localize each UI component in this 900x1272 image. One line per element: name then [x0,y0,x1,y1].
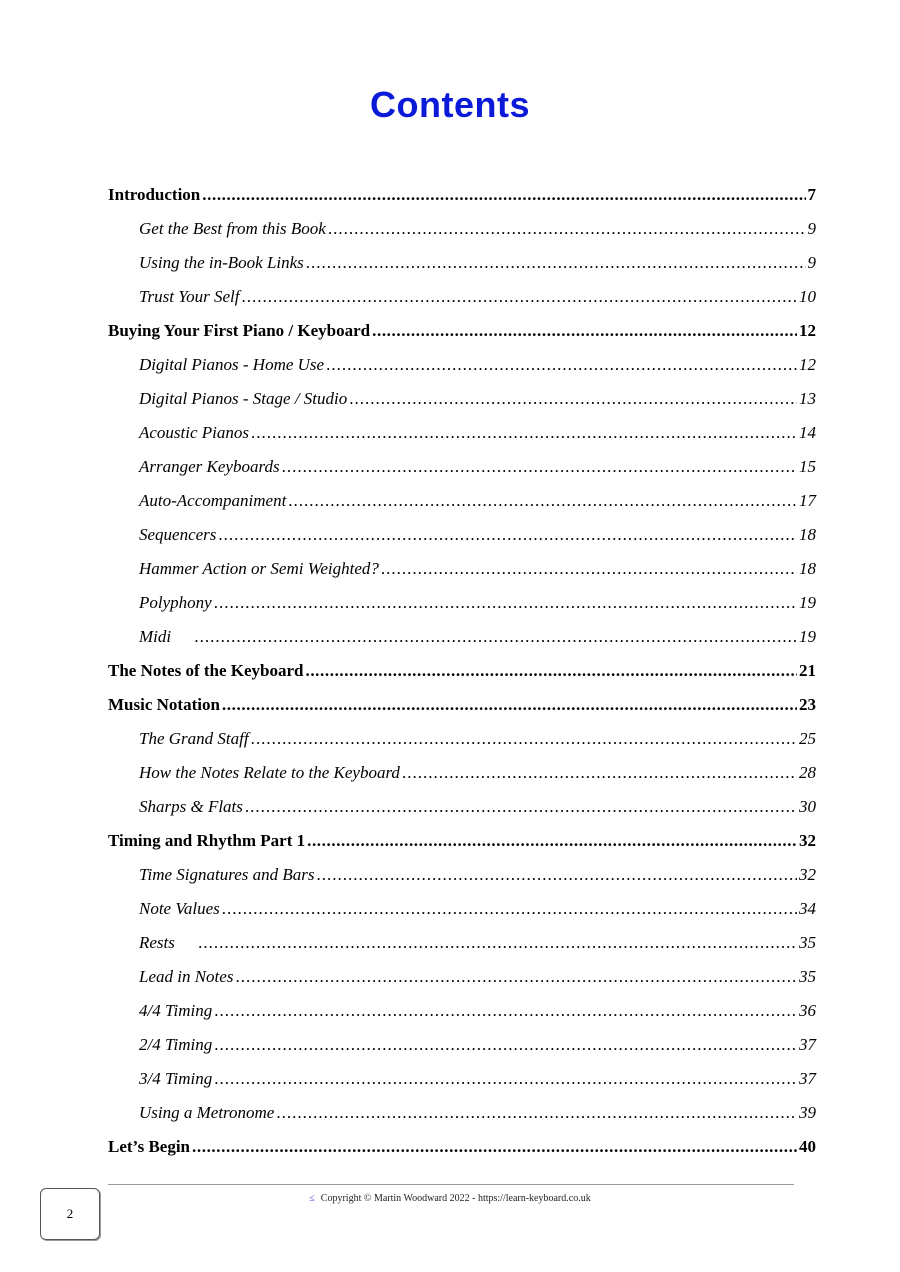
toc-entry-label: Midi [139,627,193,646]
toc-entry-label: Hammer Action or Semi Weighted? [139,559,379,578]
toc-entry-page: 37 [799,1069,816,1088]
toc-entry-label: Sharps & Flats [139,797,243,816]
toc-entry-label: Acoustic Pianos [139,423,250,442]
toc-section-link[interactable] [108,484,816,518]
toc-entry-label: Sequencers [139,525,217,544]
footer-divider [108,1184,794,1185]
toc-entry-label: Digital Pianos - Home Use [139,355,325,374]
toc-entry-page: 17 [799,491,816,510]
toc-section-link[interactable] [108,518,816,552]
toc-entry-page: 34 [799,899,816,918]
toc-section-link[interactable] [108,620,816,654]
dot-leader [214,1028,797,1062]
toc-entry-label: Let’s Begin [108,1137,191,1156]
toc-entry-page: 18 [799,559,816,578]
toc-section-link[interactable] [108,246,816,280]
toc-entry-page: 7 [807,185,816,204]
toc-entry-page: 25 [799,729,816,748]
toc-entry-page: 15 [799,457,816,476]
dot-leader [245,790,797,824]
dot-leader [349,382,797,416]
toc-entry-page: 36 [799,1001,816,1020]
dot-leader [222,688,797,722]
toc-entry-page: 19 [799,627,816,646]
toc-entry-label: Digital Pianos - Stage / Studio [139,389,348,408]
toc-entry-label: Buying Your First Piano / Keyboard [108,321,371,340]
dot-leader [326,348,797,382]
toc-entry-page: 30 [799,797,816,816]
toc-chapter-link[interactable] [108,824,816,858]
toc-entry-label: Arranger Keyboards [139,457,280,476]
toc-entry-label: Lead in Notes [139,967,234,986]
toc-chapter-link[interactable] [108,178,816,212]
dot-leader [235,960,797,994]
toc-section-link[interactable] [108,1062,816,1096]
dot-leader [218,518,797,552]
dot-leader [214,1062,797,1096]
dot-leader [282,450,797,484]
back-link[interactable]: ≤ [309,1193,315,1204]
toc-entry-page: 18 [799,525,816,544]
toc-section-link[interactable] [108,382,816,416]
dot-leader [202,178,805,212]
dot-leader [222,892,797,926]
dot-leader [317,858,797,892]
toc-entry-page: 37 [799,1035,816,1054]
toc-entry-page: 9 [807,253,816,272]
table-of-contents [108,178,816,1164]
toc-section-link[interactable] [108,960,816,994]
toc-entry-label: 3/4 Timing [139,1069,213,1088]
toc-chapter-link[interactable] [108,314,816,348]
toc-entry-page: 13 [799,389,816,408]
toc-entry-label: The Notes of the Keyboard [108,661,304,680]
toc-entry-page: 12 [799,321,816,340]
toc-entry-page: 40 [799,1137,816,1156]
page-title: Contents [370,84,530,125]
toc-section-link[interactable] [108,1096,816,1130]
toc-entry-page: 14 [799,423,816,442]
toc-entry-label: Introduction [108,185,201,204]
page-number: 2 [66,1206,74,1221]
toc-entry-label: Using a Metronome [139,1103,275,1122]
dot-leader [251,416,797,450]
toc-entry-page: 35 [799,967,816,986]
dot-leader [251,722,797,756]
toc-entry-page: 32 [799,865,816,884]
dot-leader [194,620,797,654]
toc-entry-label: The Grand Staff [139,729,249,748]
toc-section-link[interactable] [108,1028,816,1062]
toc-chapter-link[interactable] [108,688,816,722]
copyright-text: Copyright © Martin Woodward 2022 - https://learn-keyboard.co.uk [320,1193,591,1204]
toc-entry-label: Music Notation [108,695,220,714]
toc-section-link[interactable] [108,858,816,892]
dot-leader [306,246,806,280]
toc-entry-page: 32 [799,831,816,850]
toc-entry-label: Using the in-Book Links [139,253,304,272]
toc-section-link[interactable] [108,552,816,586]
toc-entry-page: 39 [799,1103,816,1122]
dot-leader [381,552,797,586]
dot-leader [402,756,797,790]
toc-entry-label: How the Notes Relate to the Keyboard [139,763,400,782]
toc-section-link[interactable] [108,348,816,382]
toc-chapter-link[interactable] [108,1130,816,1164]
dot-leader [198,926,797,960]
toc-entry-label: 2/4 Timing [139,1035,213,1054]
toc-entry-label: Trust Your Self [139,287,240,306]
toc-entry-label: Note Values [139,899,220,918]
toc-section-link[interactable] [108,756,816,790]
toc-section-link[interactable] [108,280,816,314]
toc-section-link[interactable] [108,994,816,1028]
toc-entry-page: 21 [799,661,816,680]
dot-leader [288,484,797,518]
toc-entry-label: Auto-Accompaniment [139,491,287,510]
toc-entry-page: 10 [799,287,816,306]
toc-entry-label: Rests [139,933,197,952]
footer [0,1193,900,1204]
toc-chapter-link[interactable] [108,654,816,688]
toc-entry-page: 28 [799,763,816,782]
dot-leader [372,314,797,348]
dot-leader [214,994,797,1028]
toc-entry-page: 12 [799,355,816,374]
toc-section-link[interactable] [108,722,816,756]
dot-leader [241,280,797,314]
toc-entry-label: 4/4 Timing [139,1001,213,1020]
toc-section-link[interactable] [108,416,816,450]
toc-section-link[interactable] [108,892,816,926]
toc-entry-page: 35 [799,933,816,952]
dot-leader [307,824,797,858]
toc-entry-page: 9 [807,219,816,238]
toc-entry-page: 23 [799,695,816,714]
toc-entry-label: Timing and Rhythm Part 1 [108,831,306,850]
dot-leader [276,1096,797,1130]
toc-section-link[interactable] [108,926,816,960]
toc-section-link[interactable] [108,790,816,824]
dot-leader [305,654,797,688]
page-number-box [40,1188,100,1240]
toc-section-link[interactable] [108,586,816,620]
dot-leader [328,212,806,246]
dot-leader [214,586,797,620]
toc-entry-page: 19 [799,593,816,612]
toc-section-link[interactable] [108,450,816,484]
dot-leader [192,1130,797,1164]
toc-section-link[interactable] [108,212,816,246]
toc-entry-label: Polyphony [139,593,212,612]
toc-entry-label: Time Signatures and Bars [139,865,315,884]
toc-entry-label: Get the Best from this Book [139,219,326,238]
